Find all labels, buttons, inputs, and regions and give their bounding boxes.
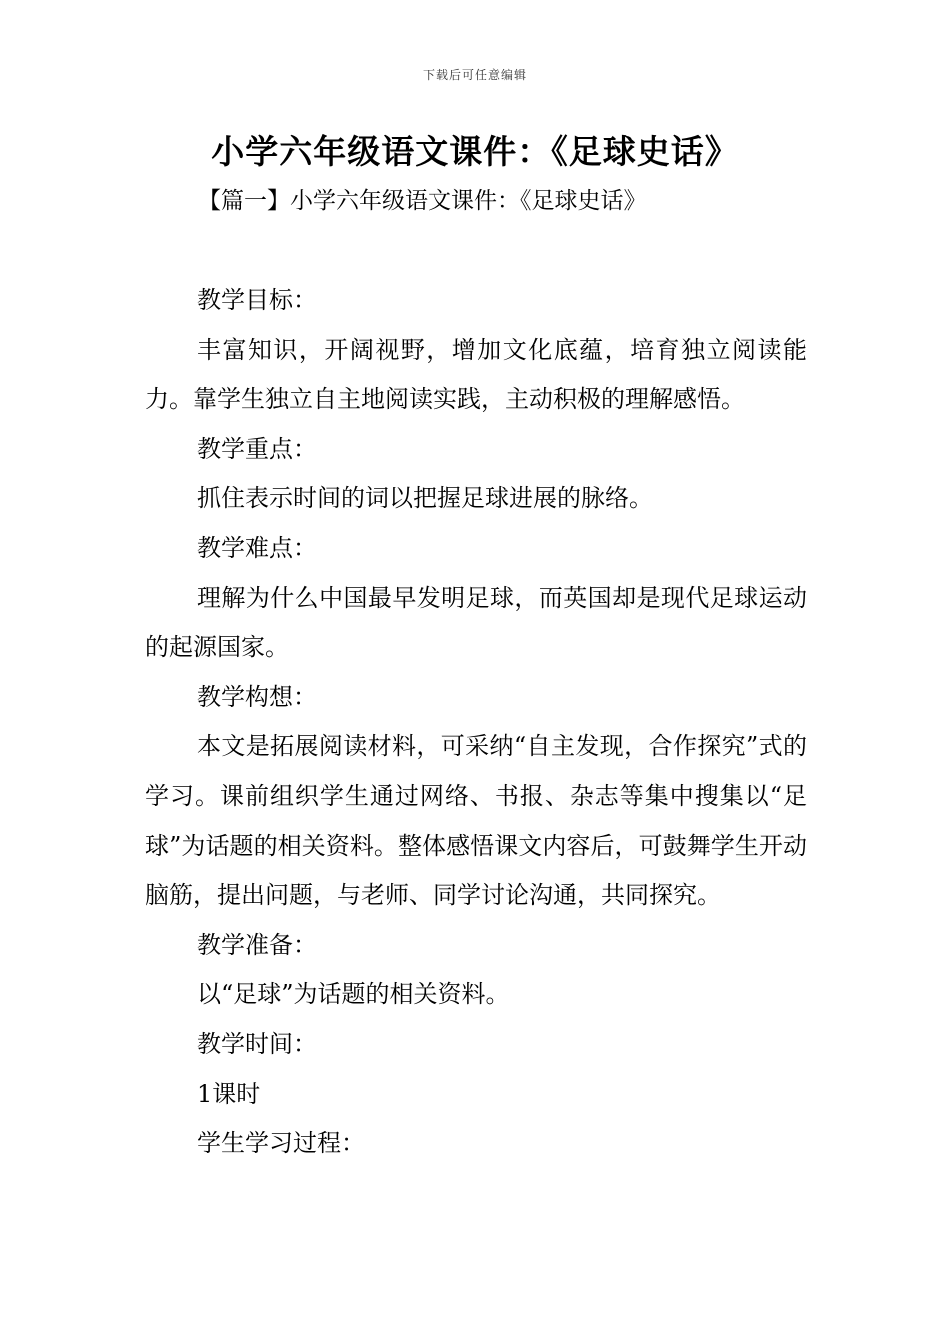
document-subtitle: 【篇一】小学六年级语文课件：《足球史话》 (198, 188, 647, 214)
section-heading-key-points: 教学重点： (197, 434, 317, 463)
paragraph-time: 1课时 (197, 1079, 261, 1108)
section-heading-objectives: 教学目标： (197, 286, 317, 314)
paragraph-concept: 本文是拓展阅读材料，可采纳“自主发现，合作探究”式的学习。课前组织学生通过网络、书报、杂志等集中搜集以“足球”为话题的相关资料。整体感悟课文内容后，可鼓舞学生开动脑筋，提出问题，与老师、同学讨论沟通，共同探究。 (145, 732, 807, 910)
paragraph-key-points: 抓住表示时间的词以把握足球进展的脉络。 (197, 484, 653, 513)
page-header-note: 下载后可任意编辑 (422, 68, 527, 82)
paragraph-preparation: 以“足球”为话题的相关资料。 (197, 980, 510, 1009)
section-heading-preparation: 教学准备： (197, 930, 317, 959)
document-body (145, 276, 807, 1169)
document-title: 小学六年级语文课件：《足球史话》 (211, 132, 739, 171)
section-heading-time: 教学时间： (197, 1029, 317, 1058)
section-heading-difficulties: 教学难点： (197, 533, 317, 562)
section-heading-concept: 教学构想： (197, 682, 317, 711)
paragraph-objectives: 丰富知识，开阔视野，增加文化底蕴，培育独立阅读能力。靠学生独立自主地阅读实践，主动积极的理解感悟。 (145, 335, 807, 414)
paragraph-difficulties: 理解为什么中国最早发明足球，而英国却是现代足球运动的起源国家。 (145, 583, 807, 662)
section-heading-process: 学生学习过程： (197, 1129, 365, 1158)
